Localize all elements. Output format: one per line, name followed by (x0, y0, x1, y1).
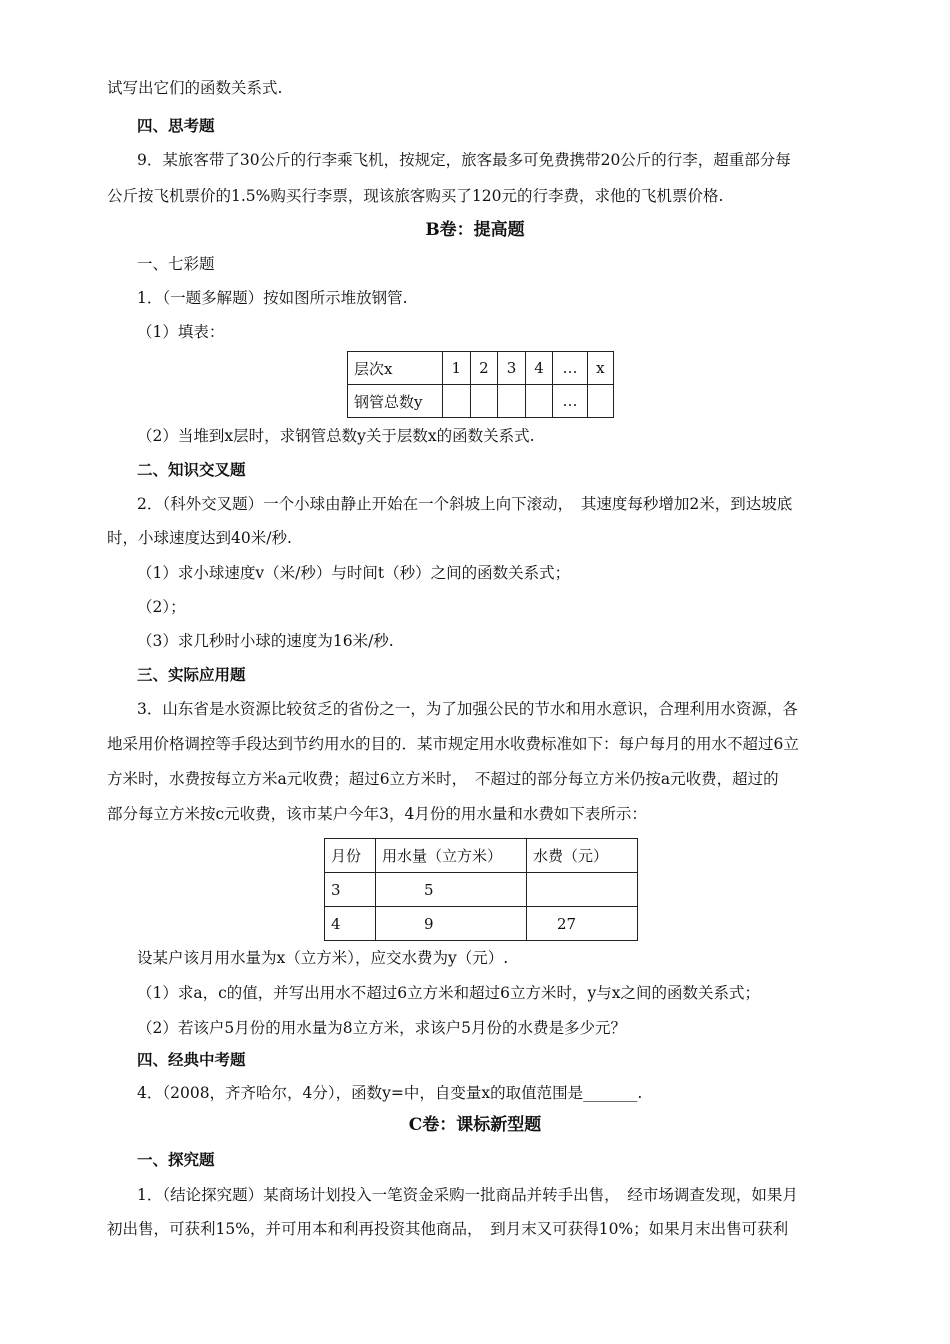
section-heading: 二、知识交叉题 (137, 460, 246, 479)
table-header-cell: 水费（元） (527, 839, 638, 873)
text-line: 2．（科外交叉题）一个小球由静止开始在一个斜坡上向下滚动， 其速度每秒增加2米，到达坡底 (137, 495, 793, 513)
table-cell: 钢管总数y (348, 385, 443, 418)
part-title: B卷：提高题 (425, 220, 525, 240)
text-line: （3）求几秒时小球的速度为16米/秒. (137, 632, 394, 650)
table-cell: … (553, 352, 587, 385)
text-line: （1）求a，c的值，并写出用水不超过6立方米和超过6立方米时，y与x之间的函数关系式； (137, 984, 761, 1002)
table-cell: … (553, 385, 587, 418)
text-line: 公斤按飞机票价的1.5%购买行李票，现该旅客购买了120元的行李费，求他的飞机票价格. (107, 187, 724, 205)
text-line: （2）若该户5月份的用水量为8立方米，求该户5月份的水费是多少元？ (137, 1019, 626, 1037)
table-cell: 4 (525, 352, 553, 385)
table-cell (470, 385, 498, 418)
text-line: （2）当堆到x层时，求钢管总数y关于层数x的函数关系式. (137, 427, 535, 445)
table-cell: 3 (498, 352, 526, 385)
text-line: 1．（结论探究题）某商场计划投入一笔资金采购一批商品并转手出售， 经市场调查发现，如果月 (137, 1186, 798, 1204)
table-row (348, 352, 614, 385)
text-line: 时，小球速度达到40米/秒. (107, 529, 292, 547)
text-line: 试写出它们的函数关系式. (107, 79, 283, 97)
text-line: 方米时，水费按每立方米a元收费；超过6立方米时， 不超过的部分每立方米仍按a元收费，超过的 (107, 770, 779, 788)
table-cell: 4 (325, 907, 376, 941)
table-cell (587, 385, 613, 418)
table-row (348, 385, 614, 418)
table-cell: x (587, 352, 613, 385)
steel-pipe-table (347, 351, 614, 418)
section-heading: 四、经典中考题 (137, 1050, 246, 1069)
section-heading: 一、探究题 (137, 1150, 215, 1169)
table-cell: 5 (376, 873, 527, 907)
table-cell: 3 (325, 873, 376, 907)
table-header-cell: 月份 (325, 839, 376, 873)
text-line: 部分每立方米按c元收费，该市某户今年3，4月份的用水量和水费如下表所示： (107, 805, 647, 823)
table-header-cell: 用水量（立方米） (376, 839, 527, 873)
text-line: （2）； (137, 598, 186, 616)
text-line: 地采用价格调控等手段达到节约用水的目的．某市规定用水收费标准如下：每户每月的用水不超过6立 (107, 735, 799, 753)
section-heading: 一、七彩题 (137, 255, 215, 273)
part-title: C卷：课标新型题 (408, 1115, 542, 1135)
table-row (325, 839, 638, 873)
text-line: 3．山东省是水资源比较贫乏的省份之一，为了加强公民的节水和用水意识，合理利用水资源，各 (137, 700, 798, 718)
table-cell (527, 873, 638, 907)
section-heading: 三、实际应用题 (137, 665, 246, 684)
section-heading: 四、思考题 (137, 116, 215, 135)
table-cell: 层次x (348, 352, 443, 385)
table-cell: 2 (470, 352, 498, 385)
table-row (325, 873, 638, 907)
text-line: （1）求小球速度v（米/秒）与时间t（秒）之间的函数关系式； (137, 564, 571, 582)
table-cell: 9 (376, 907, 527, 941)
table-cell (443, 385, 471, 418)
text-line: （1）填表： (137, 323, 225, 341)
text-line: 1．（一题多解题）按如图所示堆放钢管. (137, 289, 408, 307)
text-line: 9．某旅客带了30公斤的行李乘飞机，按规定，旅客最多可免费携带20公斤的行李，超重部分每 (137, 151, 791, 169)
text-line: 4．（2008，齐齐哈尔，4分），函数y=中，自变量x的取值范围是_______. (137, 1084, 643, 1102)
table-cell (498, 385, 526, 418)
water-fee-table (324, 838, 638, 941)
table-cell (525, 385, 553, 418)
table-cell: 27 (527, 907, 638, 941)
text-line: 设某户该月用水量为x（立方米），应交水费为y（元）. (137, 949, 509, 967)
table-cell: 1 (443, 352, 471, 385)
table-row (325, 907, 638, 941)
text-line: 初出售，可获利15%，并可用本和利再投资其他商品， 到月末又可获得10%；如果月末出售可获利 (107, 1220, 789, 1238)
